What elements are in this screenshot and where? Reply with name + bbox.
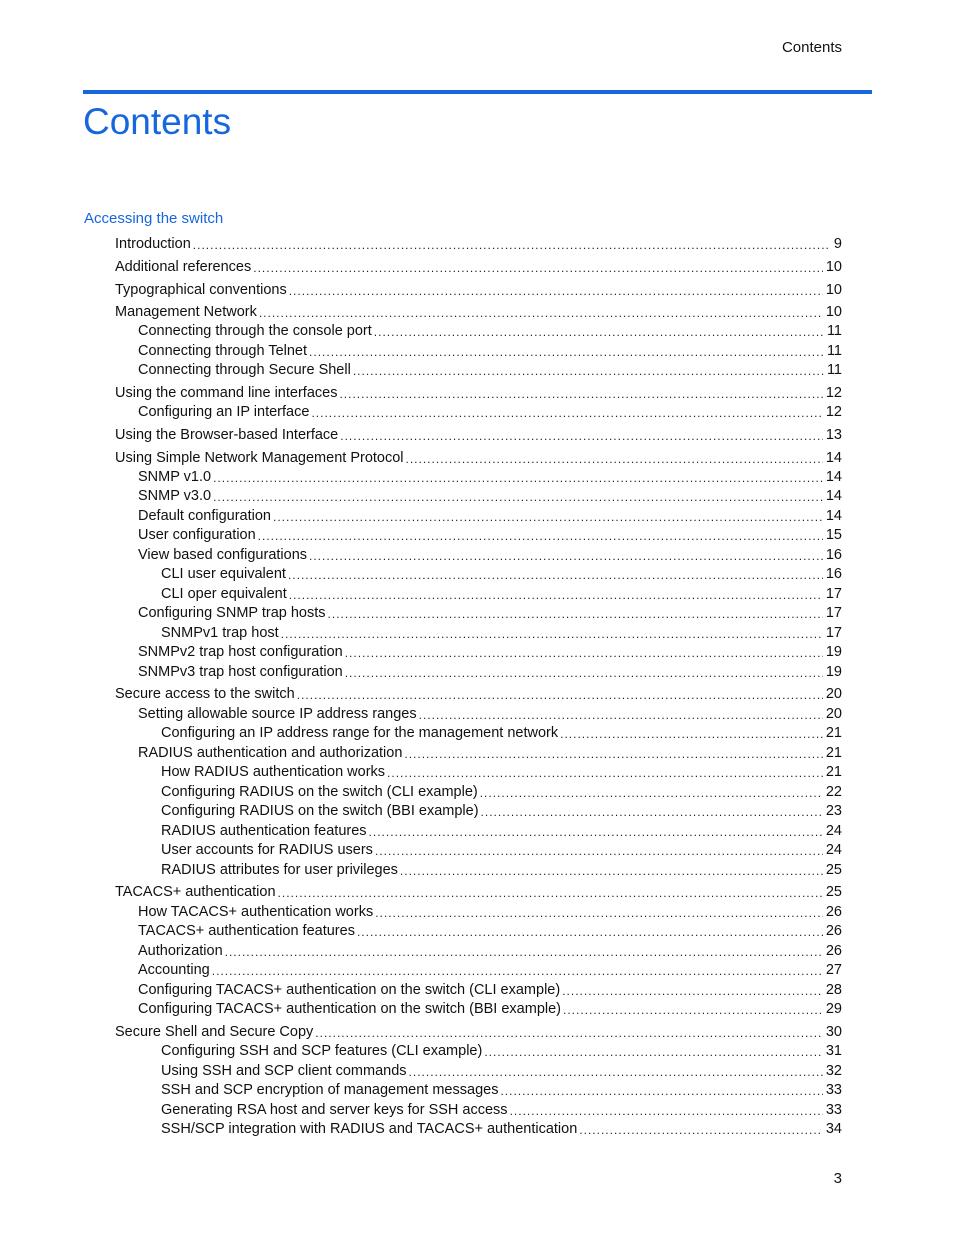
toc-entry-page: 21 (825, 764, 842, 780)
toc-entry-title: Authorization (138, 943, 223, 959)
toc-entry-additional-references[interactable] (115, 256, 842, 276)
toc-entry-title: Configuring RADIUS on the switch (CLI example) (161, 784, 478, 800)
section-heading[interactable]: Accessing the switch (84, 210, 224, 227)
toc-entry-title: Using the Browser-based Interface (115, 427, 339, 443)
toc-entry-page: 25 (825, 884, 842, 900)
toc-entry-page: 19 (825, 644, 842, 660)
dot-leader (289, 283, 823, 299)
toc-entry-snmp-trap-hosts[interactable] (138, 602, 842, 622)
toc-entry-title: Configuring SSH and SCP features (CLI example) (161, 1043, 483, 1059)
toc-entry-page: 22 (825, 784, 842, 800)
dot-leader (309, 548, 823, 564)
toc-entry-snmp[interactable] (115, 447, 842, 467)
toc-entry-page: 30 (825, 1024, 842, 1040)
toc-entry-default-config[interactable] (138, 505, 842, 525)
toc-entry-title: RADIUS authentication features (161, 823, 367, 839)
toc-entry-title: Typographical conventions (115, 282, 287, 298)
toc-entry-tacacs-auth[interactable] (115, 881, 842, 901)
dot-leader (357, 924, 823, 940)
page-number: 3 (833, 1170, 842, 1187)
toc-entry-view-based-config[interactable] (138, 544, 842, 564)
dot-leader (563, 1002, 823, 1018)
toc-entry-bbi[interactable] (115, 424, 842, 444)
title-rule (83, 90, 872, 94)
toc-entry-title: TACACS+ authentication features (138, 923, 355, 939)
toc-entry-title: SSH/SCP integration with RADIUS and TACACS+ authentication (161, 1121, 578, 1137)
dot-leader (328, 606, 823, 622)
toc-entry-page: 20 (825, 686, 842, 702)
toc-entry-page: 16 (825, 566, 842, 582)
toc-entry-page: 26 (825, 923, 842, 939)
dot-leader (193, 237, 831, 253)
toc-entry-tacacs-features[interactable] (138, 920, 842, 940)
toc-entry-radius-user-accounts[interactable] (161, 839, 842, 859)
toc-entry-title: Using the command line interfaces (115, 385, 338, 401)
toc-entry-title: How RADIUS authentication works (161, 764, 386, 780)
toc-entry-title: Introduction (115, 236, 191, 252)
dot-leader (253, 260, 823, 276)
toc-entry-tacacs-bbi[interactable] (138, 998, 842, 1018)
toc-entry-title: Configuring TACACS+ authentication on the switch (BBI example) (138, 1001, 561, 1017)
toc-entry-page: 11 (826, 323, 842, 339)
dot-leader (400, 863, 823, 879)
toc-entry-page: 21 (825, 745, 842, 761)
dot-leader (339, 386, 822, 402)
toc-entry-page: 14 (825, 508, 842, 524)
toc-entry-ssh-scp-encryption[interactable] (161, 1079, 842, 1099)
dot-leader (481, 804, 823, 820)
toc-entry-tacacs-cli[interactable] (138, 979, 842, 999)
toc-entry-page: 17 (825, 586, 842, 602)
dot-leader (213, 470, 823, 486)
toc-entry-title: TACACS+ authentication (115, 884, 276, 900)
toc-entry-title: SNMPv1 trap host (161, 625, 279, 641)
toc-entry-title: How TACACS+ authentication works (138, 904, 374, 920)
dot-leader (289, 587, 823, 603)
dot-leader (258, 528, 823, 544)
toc-entry-title: CLI user equivalent (161, 566, 286, 582)
toc-entry-title: Secure access to the switch (115, 686, 295, 702)
dot-leader (510, 1103, 823, 1119)
toc-entry-ssh-scp-config[interactable] (161, 1040, 842, 1060)
toc-entry-page: 14 (825, 450, 842, 466)
toc-entry-page: 28 (825, 982, 842, 998)
toc-entry-authorization[interactable] (138, 940, 842, 960)
toc-entry-cli-user-equivalent[interactable] (161, 563, 842, 583)
toc-entry-page: 17 (825, 605, 842, 621)
toc-entry-page: 11 (826, 362, 842, 378)
toc-entry-introduction[interactable] (115, 233, 842, 253)
toc-entry-page: 25 (825, 862, 842, 878)
dot-leader (419, 707, 823, 723)
toc-entry-title: Setting allowable source IP address ranges (138, 706, 417, 722)
dot-leader (409, 1064, 823, 1080)
toc-entry-title: SNMP v1.0 (138, 469, 212, 485)
toc-entry-radius-auth[interactable] (138, 742, 842, 762)
toc-entry-page: 20 (825, 706, 842, 722)
toc-entry-ssh-radius-tacacs[interactable] (161, 1118, 842, 1138)
page-title: Contents (83, 101, 232, 142)
toc-entry-page: 27 (825, 962, 842, 978)
toc-entry-page: 33 (825, 1082, 842, 1098)
dot-leader (281, 626, 823, 642)
dot-leader (311, 405, 822, 421)
dot-leader (560, 726, 823, 742)
toc-entry-title: Using SSH and SCP client commands (161, 1063, 407, 1079)
toc-entry-page: 14 (825, 469, 842, 485)
toc-entry-title: Configuring an IP interface (138, 404, 310, 420)
toc-entry-page: 31 (825, 1043, 842, 1059)
toc-entry-radius-cli[interactable] (161, 781, 842, 801)
toc-entry-title: Configuring an IP address range for the management network (161, 725, 559, 741)
toc-entry-page: 11 (826, 343, 842, 359)
toc-entry-cli-oper-equivalent[interactable] (161, 583, 842, 603)
toc-entry-source-ip-ranges[interactable] (138, 703, 842, 723)
toc-entry-snmpv1-trap-host[interactable] (161, 622, 842, 642)
toc-entry-title: Secure Shell and Secure Copy (115, 1024, 314, 1040)
toc-entry-radius-bbi[interactable] (161, 800, 842, 820)
toc-entry-page: 26 (825, 904, 842, 920)
toc-entry-console-port[interactable] (138, 320, 842, 340)
toc-entry-page: 21 (825, 725, 842, 741)
dot-leader (212, 963, 823, 979)
toc-entry-page: 19 (825, 664, 842, 680)
toc-entry-page: 16 (825, 547, 842, 563)
dot-leader (387, 765, 823, 781)
toc-entry-how-radius-works[interactable] (161, 761, 842, 781)
toc-entry-title: Management Network (115, 304, 257, 320)
dot-leader (484, 1044, 823, 1060)
toc-entry-snmpv2-trap-host[interactable] (138, 641, 842, 661)
dot-leader (480, 785, 823, 801)
toc-entry-title: Connecting through Telnet (138, 343, 308, 359)
toc-entry-page: 12 (825, 385, 842, 401)
toc-entry-title: Accounting (138, 962, 210, 978)
toc-entry-page: 26 (825, 943, 842, 959)
toc-entry-title: View based configurations (138, 547, 308, 563)
dot-leader (500, 1083, 822, 1099)
toc-entry-page: 33 (825, 1102, 842, 1118)
toc-entry-title: Configuring SNMP trap hosts (138, 605, 326, 621)
toc-entry-title: SNMPv3 trap host configuration (138, 664, 343, 680)
toc-entry-page: 24 (825, 842, 842, 858)
toc-entry-ip-interface[interactable] (138, 401, 842, 421)
toc-entry-page: 29 (825, 1001, 842, 1017)
toc-entry-page: 32 (825, 1063, 842, 1079)
toc-entry-title: SSH and SCP encryption of management messages (161, 1082, 499, 1098)
dot-leader (345, 645, 823, 661)
dot-leader (374, 324, 824, 340)
dot-leader (278, 885, 823, 901)
dot-leader (288, 567, 823, 583)
dot-leader (273, 509, 823, 525)
dot-leader (225, 944, 823, 960)
toc-entry-page: 24 (825, 823, 842, 839)
dot-leader (562, 983, 823, 999)
dot-leader (369, 824, 823, 840)
toc-entry-secure-shell-connect[interactable] (138, 359, 842, 379)
toc-entry-page: 34 (825, 1121, 842, 1137)
toc-entry-secure-access[interactable] (115, 683, 842, 703)
toc-entry-title: User configuration (138, 527, 256, 543)
dot-leader (213, 489, 823, 505)
toc-entry-title: Configuring RADIUS on the switch (BBI example) (161, 803, 479, 819)
toc-entry-title: CLI oper equivalent (161, 586, 287, 602)
toc-entry-title: Using Simple Network Management Protocol (115, 450, 404, 466)
dot-leader (259, 305, 823, 321)
toc-entry-radius-attributes[interactable] (161, 859, 842, 879)
toc-entry-ip-address-range[interactable] (161, 722, 842, 742)
toc-entry-title: Additional references (115, 259, 252, 275)
toc-entry-ssh-scp[interactable] (115, 1021, 842, 1041)
toc-entry-title: User accounts for RADIUS users (161, 842, 373, 858)
dot-leader (406, 451, 823, 467)
dot-leader (375, 905, 823, 921)
toc-entry-ssh-scp-client[interactable] (161, 1060, 842, 1080)
dot-leader (353, 363, 824, 379)
toc-entry-title: Generating RSA host and server keys for SSH access (161, 1102, 508, 1118)
toc-entry-typographical-conventions[interactable] (115, 279, 842, 299)
toc-entry-page: 12 (825, 404, 842, 420)
toc-entry-page: 17 (825, 625, 842, 641)
toc-entry-page: 15 (825, 527, 842, 543)
toc-entry-title: Connecting through Secure Shell (138, 362, 351, 378)
toc-entry-snmp-v3[interactable] (138, 485, 842, 505)
toc-entry-title: SNMP v3.0 (138, 488, 212, 504)
toc-entry-page: 13 (825, 427, 842, 443)
dot-leader (340, 428, 823, 444)
toc-entry-rsa-keys[interactable] (161, 1099, 842, 1119)
toc-entry-title: Connecting through the console port (138, 323, 372, 339)
toc-entry-page: 14 (825, 488, 842, 504)
toc-entry-telnet[interactable] (138, 340, 842, 360)
toc-entry-page: 10 (825, 282, 842, 298)
toc-entry-title: SNMPv2 trap host configuration (138, 644, 343, 660)
dot-leader (309, 344, 824, 360)
toc-entry-title: Configuring TACACS+ authentication on the switch (CLI example) (138, 982, 561, 998)
toc-entry-title: RADIUS authentication and authorization (138, 745, 403, 761)
toc-entry-snmp-v1[interactable] (138, 466, 842, 486)
dot-leader (345, 665, 823, 681)
toc-entry-page: 23 (825, 803, 842, 819)
toc-entry-snmpv3-trap-host[interactable] (138, 661, 842, 681)
toc-entry-page: 10 (825, 259, 842, 275)
toc-entry-page: 9 (833, 236, 842, 252)
toc-entry-page: 10 (825, 304, 842, 320)
toc-entry-management-network[interactable] (115, 301, 842, 321)
running-header: Contents (781, 39, 842, 56)
toc-entry-title: Default configuration (138, 508, 271, 524)
dot-leader (315, 1025, 823, 1041)
toc-entry-title: RADIUS attributes for user privileges (161, 862, 398, 878)
toc-entry-user-config[interactable] (138, 524, 842, 544)
toc-entry-radius-features[interactable] (161, 820, 842, 840)
dot-leader (404, 746, 822, 762)
toc-entry-how-tacacs-works[interactable] (138, 901, 842, 921)
toc-entry-accounting[interactable] (138, 959, 842, 979)
dot-leader (297, 687, 823, 703)
dot-leader (579, 1122, 823, 1138)
toc-entry-cli[interactable] (115, 382, 842, 402)
dot-leader (375, 843, 823, 859)
